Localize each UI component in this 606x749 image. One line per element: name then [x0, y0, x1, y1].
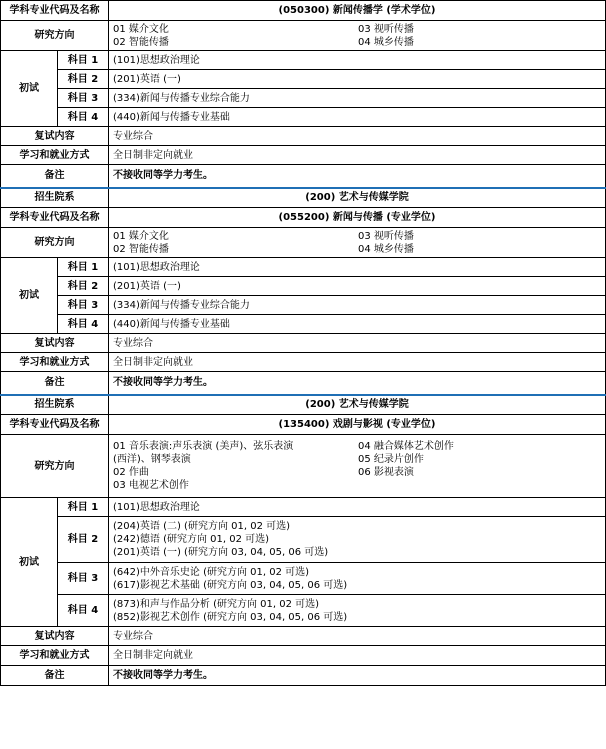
subject-4-label: 科目 4: [58, 595, 109, 627]
subject-2-value: [109, 70, 606, 89]
school-title: (200) 艺术与传媒学院: [109, 395, 606, 415]
major-code-label: 学科专业代码及名称: [1, 1, 109, 21]
direction-item: 02 智能传播: [113, 36, 169, 48]
subject-row: [1, 258, 606, 277]
subject-item: (852)影视艺术创作 (研究方向 03, 04, 05, 06 可选): [113, 611, 348, 623]
subject-2-value: [109, 517, 606, 563]
subject-2-label: 科目 2: [58, 70, 109, 89]
major-title: (055200) 新闻与传播 (专业学位): [109, 208, 606, 228]
direction-item: 03 电视艺术创作: [113, 480, 189, 491]
subject-item: (440)新闻与传播专业基础: [113, 318, 230, 330]
retest-value: 专业综合: [109, 627, 606, 646]
study-mode-row: [1, 353, 606, 372]
subject-2-label: 科目 2: [58, 517, 109, 563]
major-title: (050300) 新闻传播学 (学术学位): [109, 1, 606, 21]
remarks-value: 不接收同等学力考生。: [109, 372, 606, 395]
remarks-row: [1, 372, 606, 395]
direction-item: 04 城乡传播: [358, 36, 414, 48]
subject-4-value: [109, 315, 606, 334]
subject-item: (201)英语 (一): [113, 280, 181, 292]
retest-value: 专业综合: [109, 334, 606, 353]
subject-row: [1, 296, 606, 315]
remarks-label: 备注: [1, 372, 109, 395]
research-direction-row: [1, 21, 606, 51]
research-direction-label: 研究方向: [1, 228, 109, 258]
subject-1-label: 科目 1: [58, 51, 109, 70]
retest-label: 复试内容: [1, 127, 109, 146]
subject-row: [1, 277, 606, 296]
subject-row: [1, 315, 606, 334]
remarks-row: [1, 165, 606, 188]
direction-item: 03 视听传播: [358, 23, 414, 35]
subject-item: (242)德语 (研究方向 01, 02 可选): [113, 534, 270, 545]
subject-2-label: 科目 2: [58, 277, 109, 296]
subject-3-label: 科目 3: [58, 296, 109, 315]
subject-item: (334)新闻与传播专业综合能力: [113, 92, 250, 104]
subject-row: [1, 595, 606, 627]
remarks-label: 备注: [1, 165, 109, 188]
subject-3-value: [109, 296, 606, 315]
subject-row: [1, 89, 606, 108]
study-mode-label: 学习和就业方式: [1, 353, 109, 372]
subject-1-label: 科目 1: [58, 498, 109, 517]
study-mode-row: [1, 646, 606, 666]
subject-4-value: [109, 108, 606, 127]
major-row: [1, 1, 606, 21]
study-mode-value: 全日制非定向就业: [109, 646, 606, 666]
direction-item: 05 纪录片创作: [358, 454, 424, 465]
subject-4-value: [109, 595, 606, 627]
remarks-row: [1, 666, 606, 686]
first-exam-label: 初试: [1, 258, 58, 334]
direction-item: (西洋)、钢琴表演: [113, 454, 191, 465]
direction-item: 03 视听传播: [358, 230, 414, 242]
remarks-value: 不接收同等学力考生。: [109, 666, 606, 686]
subject-item: (101)思想政治理论: [113, 261, 200, 273]
retest-label: 复试内容: [1, 334, 109, 353]
direction-item: 04 融合媒体艺术创作: [358, 441, 454, 452]
school-title: (200) 艺术与传媒学院: [109, 188, 606, 208]
subject-3-label: 科目 3: [58, 563, 109, 595]
study-mode-label: 学习和就业方式: [1, 646, 109, 666]
research-direction-row: [1, 435, 606, 498]
retest-row: [1, 334, 606, 353]
subject-item: (201)英语 (一) (研究方向 03, 04, 05, 06 可选): [113, 547, 329, 558]
school-label: 招生院系: [1, 188, 109, 208]
subject-row: [1, 498, 606, 517]
research-directions: [109, 228, 606, 258]
direction-item: 01 媒介文化: [113, 230, 169, 242]
subject-1-value: [109, 51, 606, 70]
subject-1-label: 科目 1: [58, 258, 109, 277]
subject-item: (873)和声与作品分析 (研究方向 01, 02 可选): [113, 598, 320, 610]
research-direction-row: [1, 228, 606, 258]
study-mode-row: [1, 146, 606, 165]
research-direction-label: 研究方向: [1, 21, 109, 51]
school-row: [1, 395, 606, 415]
major-title: (135400) 戏剧与影视 (专业学位): [109, 415, 606, 435]
first-exam-label: 初试: [1, 51, 58, 127]
first-exam-label: 初试: [1, 498, 58, 627]
school-label: 招生院系: [1, 395, 109, 415]
subject-row: [1, 563, 606, 595]
major-code-label: 学科专业代码及名称: [1, 208, 109, 228]
major-code-label: 学科专业代码及名称: [1, 415, 109, 435]
major-row: [1, 415, 606, 435]
school-row: [1, 188, 606, 208]
direction-item: 01 媒介文化: [113, 23, 169, 35]
research-direction-label: 研究方向: [1, 435, 109, 498]
remarks-label: 备注: [1, 666, 109, 686]
subject-item: (440)新闻与传播专业基础: [113, 111, 230, 123]
major-row: [1, 208, 606, 228]
subject-item: (101)思想政治理论: [113, 501, 200, 513]
research-directions: [109, 435, 606, 498]
direction-item: 06 影视表演: [358, 467, 414, 478]
subject-2-value: [109, 277, 606, 296]
subject-3-value: [109, 89, 606, 108]
direction-item: 02 智能传播: [113, 243, 169, 255]
subject-row: [1, 517, 606, 563]
direction-item: 02 作曲: [113, 467, 149, 478]
subject-4-label: 科目 4: [58, 108, 109, 127]
retest-row: [1, 627, 606, 646]
subject-row: [1, 51, 606, 70]
subject-row: [1, 70, 606, 89]
retest-value: 专业综合: [109, 127, 606, 146]
subject-item: (642)中外音乐史论 (研究方向 01, 02 可选): [113, 566, 310, 578]
subject-4-label: 科目 4: [58, 315, 109, 334]
study-mode-value: 全日制非定向就业: [109, 146, 606, 165]
subject-item: (334)新闻与传播专业综合能力: [113, 299, 250, 311]
subject-item: (204)英语 (二) (研究方向 01, 02 可选): [113, 521, 291, 532]
direction-item: 04 城乡传播: [358, 243, 414, 255]
research-directions: [109, 21, 606, 51]
subject-item: (617)影视艺术基础 (研究方向 03, 04, 05, 06 可选): [113, 579, 348, 591]
subject-3-value: [109, 563, 606, 595]
subject-3-label: 科目 3: [58, 89, 109, 108]
subject-row: [1, 108, 606, 127]
direction-item: 01 音乐表演:声乐表演 (美声)、弦乐表演: [113, 441, 294, 452]
subject-1-value: [109, 258, 606, 277]
retest-label: 复试内容: [1, 627, 109, 646]
remarks-value: 不接收同等学力考生。: [109, 165, 606, 188]
subject-item: (201)英语 (一): [113, 73, 181, 85]
subject-1-value: [109, 498, 606, 517]
study-mode-label: 学习和就业方式: [1, 146, 109, 165]
study-mode-value: 全日制非定向就业: [109, 353, 606, 372]
subject-item: (101)思想政治理论: [113, 54, 200, 66]
retest-row: [1, 127, 606, 146]
